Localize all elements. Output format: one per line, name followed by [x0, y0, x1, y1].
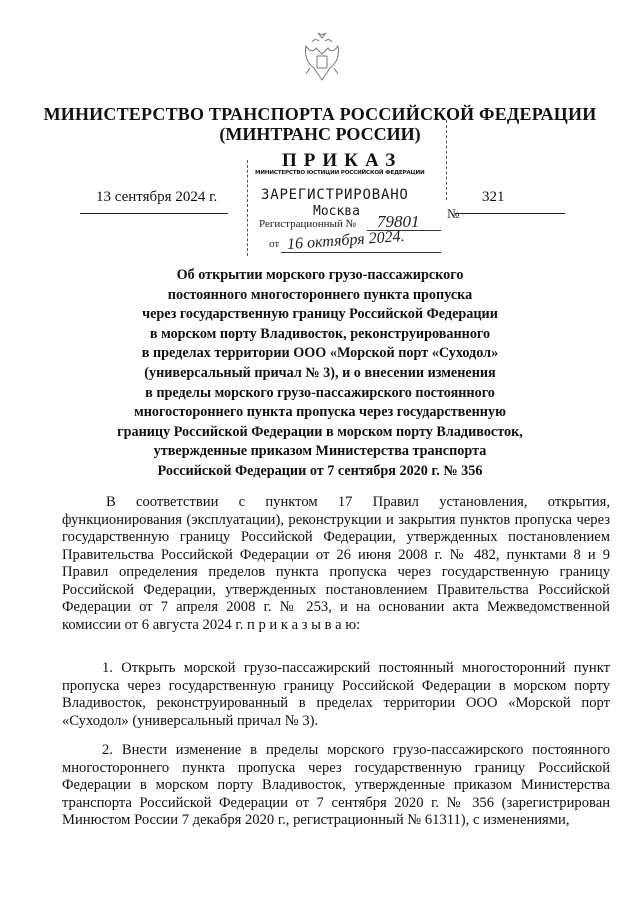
title-line: многостороннего пункта пропуска через государственную [134, 404, 506, 421]
stamp-date-prefix: от [269, 238, 280, 250]
date-underline [80, 213, 228, 214]
document-type: ПРИКАЗ [282, 150, 403, 171]
stamp-reg-label: Регистрационный № [259, 218, 357, 230]
preamble-block [62, 494, 610, 634]
stamp-organization: МИНИСТЕРСТВО ЮСТИЦИИ РОССИЙСКОЙ ФЕДЕРАЦИИ [255, 170, 425, 176]
order-number: 321 [482, 189, 505, 205]
stamp-reg-number: 79801 [377, 212, 420, 231]
stamp-reg-date: 16 октября 2024. [286, 227, 406, 254]
title-line: в пределы морского грузо-пассажирского постоянного [145, 384, 495, 401]
title-line: через государственную границу Российской Федерации [142, 306, 498, 323]
item-1-block [62, 660, 610, 730]
stamp-border [247, 160, 248, 256]
title-line: Российской Федерации от 7 сентября 2020 г. № 356 [157, 462, 483, 479]
title-line: (универсальный причал № 3), и о внесении изменения [144, 364, 496, 381]
ministry-short-name: (МИНТРАНС РОССИИ) [219, 124, 421, 144]
title-line: в пределах территории ООО «Морской порт «Суходол» [141, 345, 499, 362]
stamp-border [446, 120, 447, 200]
order-item-1: 1. Открыть морской грузо-пассажирский постоянный многосторонний пункт пропуска через государственную границу Российской Федерации в морском порту Владивосток, реконструированный в пределах территории ООО «Морской порт «Суходол» (универсальный причал № 3). [62, 660, 610, 729]
title-line: утвержденные приказом Министерства транспорта [153, 443, 487, 460]
title-line: Об открытии морского грузо-пассажирского [176, 267, 464, 283]
stamp-city: Москва [313, 204, 360, 219]
stamp-status: ЗАРЕГИСТРИРОВАНО [261, 187, 409, 203]
preamble-paragraph: В соответствии с пунктом 17 Правил установления, открытия, функционирования (эксплуатации), реконструкции и закрытия пунктов пропуска через государственную границу Российской Федерации, утвержденных постановлением Правительства Российской Федерации от 26 июня 2008 г. № 482, пунктами 8 и 9 Правил определения пределов пункта пропуска через государственную границу Российской Федерации, утвержденных постановлением Правительства Российской Федерации от 7 апреля 2008 г. № 253, и на основании акта Межведомственной комиссии от 6 августа 2024 г. п р и к а з ы в а ю: [62, 494, 610, 633]
order-item-2: 2. Внести изменение в пределы морского грузо-пассажирского постоянного многостороннего пункта пропуска через государственную границу Российской Федерации в морском порту Владивосток, утвержденные приказом Министерства транспорта Российской Федерации от 7 сентября 2020 г. № 356 (зарегистрирован Минюстом России 7 декабря 2020 г., регистрационный № 61311), с изменениями, [62, 742, 610, 828]
stamp-underline [281, 252, 441, 253]
order-date: 13 сентября 2024 г. [96, 189, 218, 205]
item-2-block [62, 742, 610, 830]
number-underline [455, 213, 565, 214]
order-title [60, 266, 580, 482]
registration-stamp [247, 160, 447, 256]
number-sign: № [447, 206, 460, 221]
ministry-name: МИНИСТЕРСТВО ТРАНСПОРТА РОССИЙСКОЙ ФЕДЕРАЦИИ [43, 104, 597, 124]
title-line: границу Российской Федерации в морском порту Владивосток, [117, 423, 523, 440]
coat-of-arms-icon [300, 30, 344, 84]
title-line: постоянного многостороннего пункта пропуска [167, 286, 473, 303]
title-line: в морском порту Владивосток, реконструированного [149, 325, 491, 342]
